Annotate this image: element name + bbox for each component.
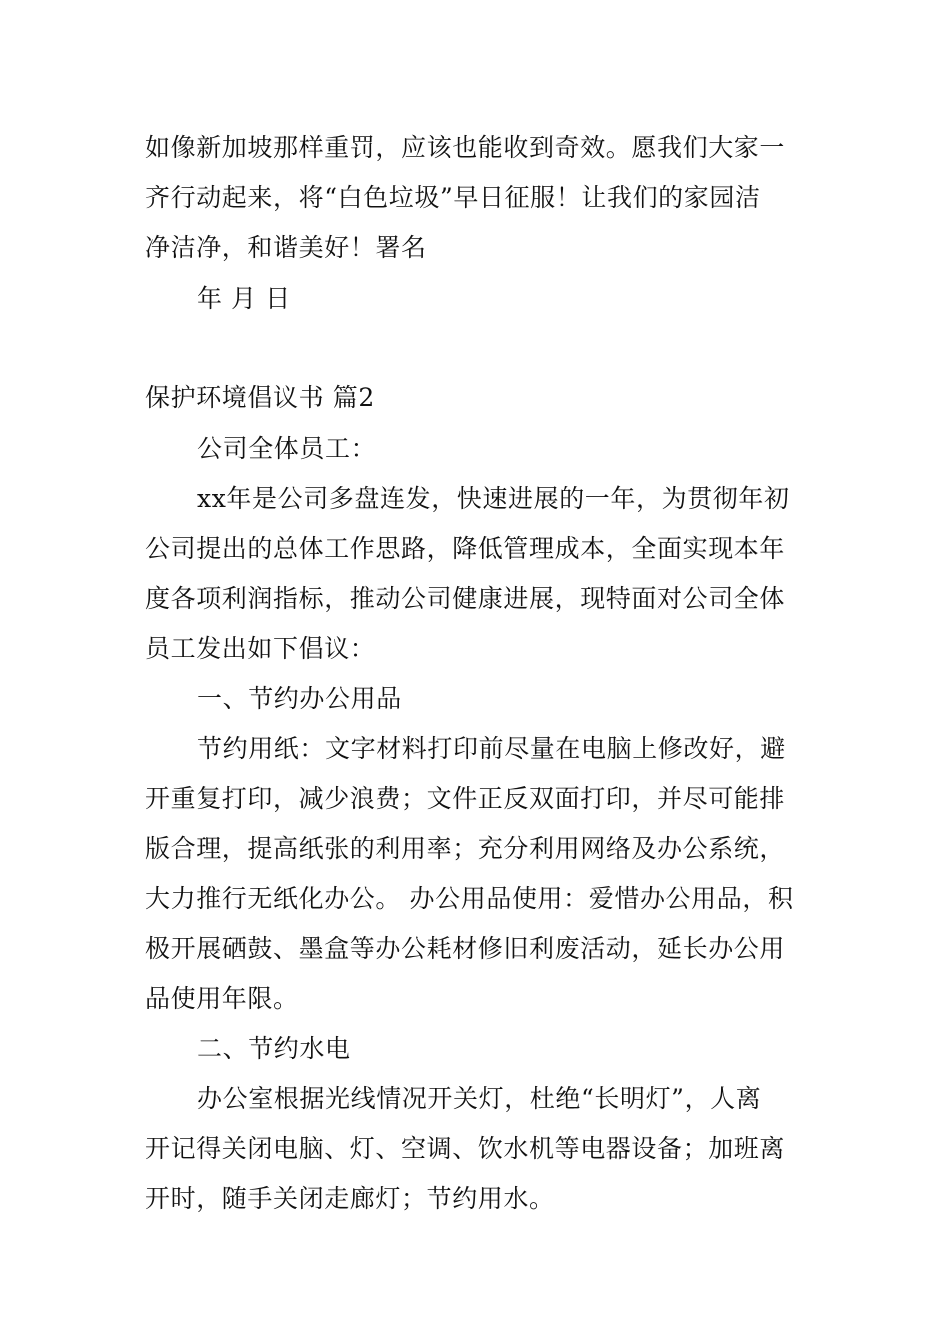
paragraph-line: 办公室根据光线情况开关灯，杜绝“长明灯”，人离 <box>197 1084 762 1113</box>
paragraph-line: 开记得关闭电脑、灯、空调、饮水机等电器设备；加班离 <box>145 1134 786 1163</box>
body-text-line: 如像新加坡那样重罚，应该也能收到奇效。愿我们大家一 <box>145 133 786 162</box>
intro-line: xx年是公司多盘连发，快速进展的一年，为贯彻年初 <box>197 484 790 513</box>
signature-line: 净洁净，和谐美好！署名 <box>145 233 427 262</box>
heading-save-office-supplies: 一、节约办公用品 <box>197 684 402 713</box>
paragraph-line: 节约用纸：文字材料打印前尽量在电脑上修改好，避 <box>197 734 786 763</box>
paragraph-line: 版合理，提高纸张的利用率；充分利用网络及办公系统， <box>145 834 786 863</box>
date-line: 年 月 日 <box>197 284 291 313</box>
intro-line: 员工发出如下倡议： <box>145 634 376 663</box>
paragraph-line: 开时，随手关闭走廊灯；节约用水。 <box>145 1184 555 1213</box>
paragraph-line: 极开展硒鼓、墨盒等办公耗材修旧利废活动，延长办公用 <box>145 934 786 963</box>
intro-line: 公司提出的总体工作思路，降低管理成本，全面实现本年 <box>145 534 786 563</box>
salutation: 公司全体员工： <box>197 434 377 463</box>
paragraph-line: 开重复打印，减少浪费；文件正反双面打印，并尽可能排 <box>145 784 786 813</box>
heading-save-water-electricity: 二、节约水电 <box>197 1034 351 1063</box>
intro-line: 度各项利润指标，推动公司健康进展，现特面对公司全体 <box>145 584 786 613</box>
section-title: 保护环境倡议书 篇2 <box>145 383 375 412</box>
paragraph-line: 品使用年限。 <box>145 984 299 1013</box>
paragraph-line: 大力推行无纸化办公。 办公用品使用：爱惜办公用品，积 <box>145 884 794 913</box>
body-text-line: 齐行动起来，将“白色垃圾”早日征服！让我们的家园洁 <box>145 183 761 212</box>
